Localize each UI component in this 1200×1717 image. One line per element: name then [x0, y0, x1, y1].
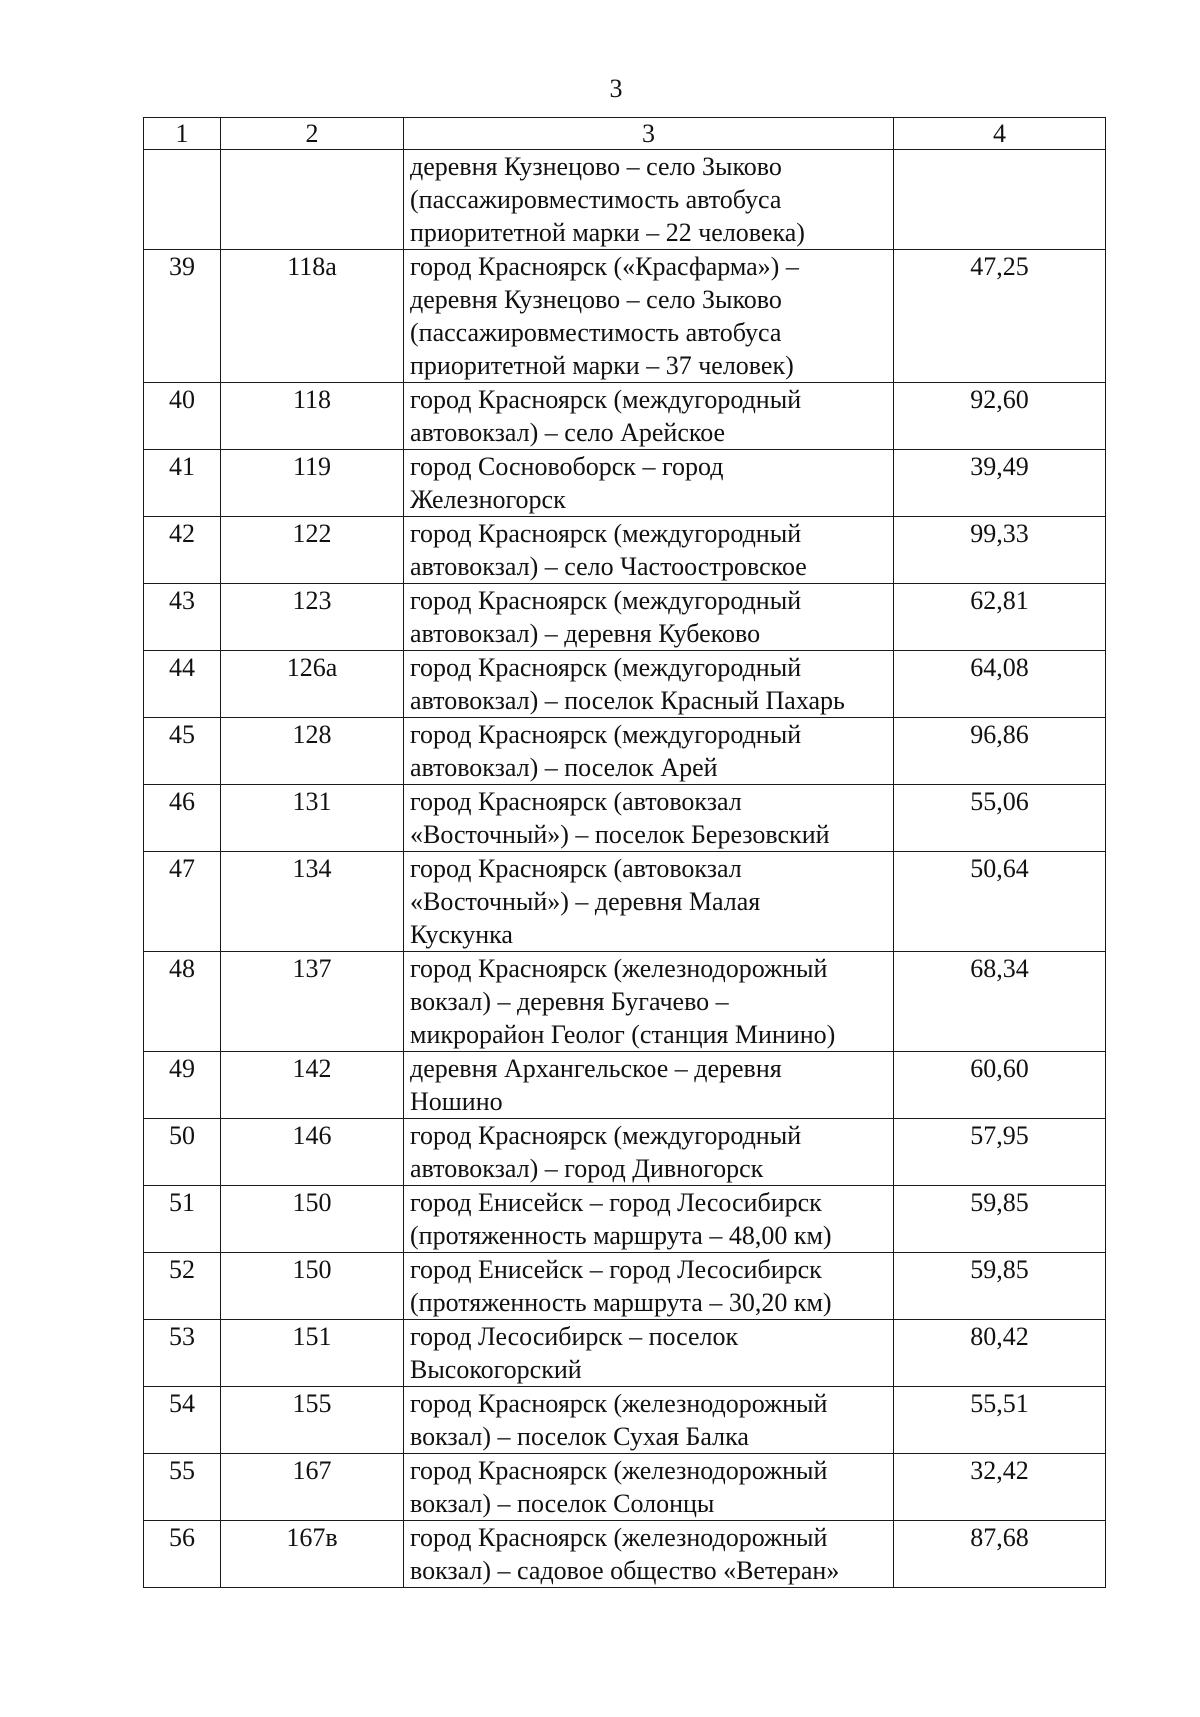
route-description-cell [404, 1119, 894, 1186]
route-number-cell: 131 [221, 785, 404, 852]
route-description-line: Кускунка [410, 920, 513, 949]
route-number-cell: 118а [221, 250, 404, 383]
route-description-line: город Красноярск («Красфарма») – [410, 252, 799, 281]
fare-cell [894, 150, 1106, 250]
route-description-cell [404, 718, 894, 785]
table-row [144, 785, 1106, 852]
route-number-cell [221, 150, 404, 250]
route-description-line: «Восточный») – поселок Березовский [410, 820, 830, 849]
table-row [144, 383, 1106, 450]
route-description-line: город Красноярск (междугородный [410, 653, 802, 682]
row-number-cell: 54 [144, 1387, 221, 1454]
route-description-line: приоритетной марки – 37 человек) [410, 351, 794, 380]
row-number-cell: 52 [144, 1253, 221, 1320]
table-row [144, 1052, 1106, 1119]
table-row [144, 1521, 1106, 1588]
table-body [144, 150, 1106, 1588]
row-number-cell [144, 150, 221, 250]
route-number-cell: 150 [221, 1186, 404, 1253]
table-row [144, 517, 1106, 584]
route-description-line: город Енисейск – город Лесосибирск [410, 1255, 822, 1284]
table-row [144, 952, 1106, 1052]
route-description-cell [404, 1320, 894, 1387]
route-description-line: город Енисейск – город Лесосибирск [410, 1188, 822, 1217]
route-description-line: автовокзал) – деревня Кубеково [410, 619, 761, 648]
route-description-line: автовокзал) – поселок Красный Пахарь [410, 686, 845, 715]
route-description-line: город Красноярск (междугородный [410, 586, 802, 615]
route-number-cell: 137 [221, 952, 404, 1052]
header-col-2: 2 [221, 118, 404, 150]
route-description-line: город Красноярск (междугородный [410, 1121, 802, 1150]
route-description-line: город Красноярск (автовокзал [410, 854, 742, 883]
table-row [144, 250, 1106, 383]
route-number-cell: 155 [221, 1387, 404, 1454]
route-description-line: город Красноярск (междугородный [410, 720, 802, 749]
fare-cell: 96,86 [894, 718, 1106, 785]
row-number-cell: 53 [144, 1320, 221, 1387]
row-number-cell: 50 [144, 1119, 221, 1186]
route-number-cell: 142 [221, 1052, 404, 1119]
route-description-line: город Красноярск (железнодорожный [410, 1523, 828, 1552]
route-description-line: Железногорск [410, 485, 566, 514]
header-col-4: 4 [894, 118, 1106, 150]
route-description-line: деревня Кузнецово – село Зыково [410, 152, 782, 181]
fare-cell: 32,42 [894, 1454, 1106, 1521]
route-description-line: автовокзал) – поселок Арей [410, 753, 718, 782]
route-description-line: автовокзал) – село Частоостровское [410, 552, 807, 581]
route-description-line: (протяженность маршрута – 48,00 км) [410, 1221, 832, 1250]
table-row [144, 1186, 1106, 1253]
route-description-line: «Восточный») – деревня Малая [410, 887, 761, 916]
fare-cell: 59,85 [894, 1253, 1106, 1320]
fare-cell: 50,64 [894, 852, 1106, 952]
table-row [144, 450, 1106, 517]
table-row [144, 651, 1106, 718]
route-number-cell: 122 [221, 517, 404, 584]
route-description-line: вокзал) – деревня Бугачево – [410, 987, 729, 1016]
route-description-line: приоритетной марки – 22 человека) [410, 218, 805, 247]
row-number-cell: 45 [144, 718, 221, 785]
fare-cell: 55,51 [894, 1387, 1106, 1454]
route-number-cell: 167в [221, 1521, 404, 1588]
route-description-line: город Красноярск (междугородный [410, 385, 802, 414]
route-description-line: вокзал) – поселок Солонцы [410, 1489, 715, 1518]
row-number-cell: 46 [144, 785, 221, 852]
route-description-cell [404, 1454, 894, 1521]
route-description-line: город Красноярск (междугородный [410, 519, 802, 548]
row-number-cell: 56 [144, 1521, 221, 1588]
route-description-cell [404, 1186, 894, 1253]
route-description-cell [404, 517, 894, 584]
route-description-cell [404, 1052, 894, 1119]
fare-cell: 64,08 [894, 651, 1106, 718]
route-description-line: автовокзал) – село Арейское [410, 418, 726, 447]
table-header-row [144, 118, 1106, 150]
table-row [144, 1454, 1106, 1521]
route-description-line: (пассажировместимость автобуса [410, 318, 782, 347]
route-number-cell: 128 [221, 718, 404, 785]
row-number-cell: 44 [144, 651, 221, 718]
route-description-cell [404, 584, 894, 651]
table-row [144, 150, 1106, 250]
route-description-cell [404, 383, 894, 450]
route-description-cell [404, 450, 894, 517]
table-row [144, 1253, 1106, 1320]
row-number-cell: 42 [144, 517, 221, 584]
page-number: 3 [609, 74, 623, 103]
route-number-cell: 167 [221, 1454, 404, 1521]
route-description-line: деревня Кузнецово – село Зыково [410, 285, 782, 314]
route-description-cell [404, 785, 894, 852]
fare-cell: 92,60 [894, 383, 1106, 450]
route-description-cell [404, 952, 894, 1052]
row-number-cell: 51 [144, 1186, 221, 1253]
route-description-line: город Лесосибирск – поселок [410, 1322, 739, 1351]
route-description-line: город Сосновоборск – город [410, 452, 724, 481]
route-number-cell: 146 [221, 1119, 404, 1186]
row-number-cell: 43 [144, 584, 221, 651]
table-row [144, 718, 1106, 785]
route-description-cell [404, 1521, 894, 1588]
route-description-line: город Красноярск (железнодорожный [410, 1389, 828, 1418]
route-description-cell [404, 852, 894, 952]
route-description-line: город Красноярск (железнодорожный [410, 954, 828, 983]
route-number-cell: 119 [221, 450, 404, 517]
route-number-cell: 151 [221, 1320, 404, 1387]
route-description-line: город Красноярск (автовокзал [410, 787, 742, 816]
route-description-line: деревня Архангельское – деревня [410, 1054, 782, 1083]
route-number-cell: 118 [221, 383, 404, 450]
route-description-line: вокзал) – садовое общество «Ветеран» [410, 1556, 840, 1585]
fare-cell: 47,25 [894, 250, 1106, 383]
row-number-cell: 40 [144, 383, 221, 450]
fare-cell: 57,95 [894, 1119, 1106, 1186]
route-number-cell: 123 [221, 584, 404, 651]
table-row [144, 1320, 1106, 1387]
route-number-cell: 150 [221, 1253, 404, 1320]
table-row [144, 584, 1106, 651]
fare-cell: 80,42 [894, 1320, 1106, 1387]
route-description-line: Ношино [410, 1087, 503, 1116]
table-row [144, 1387, 1106, 1454]
route-description-cell [404, 1253, 894, 1320]
header-col-1: 1 [144, 118, 221, 150]
fare-cell: 59,85 [894, 1186, 1106, 1253]
fare-cell: 68,34 [894, 952, 1106, 1052]
route-description-line: город Красноярск (железнодорожный [410, 1456, 828, 1485]
table-row [144, 852, 1106, 952]
fare-cell: 99,33 [894, 517, 1106, 584]
fare-cell: 62,81 [894, 584, 1106, 651]
row-number-cell: 48 [144, 952, 221, 1052]
route-description-line: Высокогорский [410, 1355, 582, 1384]
fare-cell: 39,49 [894, 450, 1106, 517]
route-description-line: автовокзал) – город Дивногорск [410, 1154, 764, 1183]
route-description-cell [404, 651, 894, 718]
row-number-cell: 55 [144, 1454, 221, 1521]
route-description-cell [404, 250, 894, 383]
fare-cell: 87,68 [894, 1521, 1106, 1588]
route-description-cell [404, 150, 894, 250]
route-description-line: вокзал) – поселок Сухая Балка [410, 1422, 749, 1451]
route-description-line: микрорайон Геолог (станция Минино) [410, 1020, 836, 1049]
route-number-cell: 134 [221, 852, 404, 952]
row-number-cell: 49 [144, 1052, 221, 1119]
row-number-cell: 39 [144, 250, 221, 383]
route-fare-table [143, 117, 1106, 1588]
table-row [144, 1119, 1106, 1186]
route-number-cell: 126а [221, 651, 404, 718]
route-description-cell [404, 1387, 894, 1454]
fare-cell: 60,60 [894, 1052, 1106, 1119]
row-number-cell: 41 [144, 450, 221, 517]
route-description-line: (протяженность маршрута – 30,20 км) [410, 1288, 832, 1317]
row-number-cell: 47 [144, 852, 221, 952]
fare-cell: 55,06 [894, 785, 1106, 852]
route-description-line: (пассажировместимость автобуса [410, 185, 782, 214]
header-col-3: 3 [404, 118, 894, 150]
